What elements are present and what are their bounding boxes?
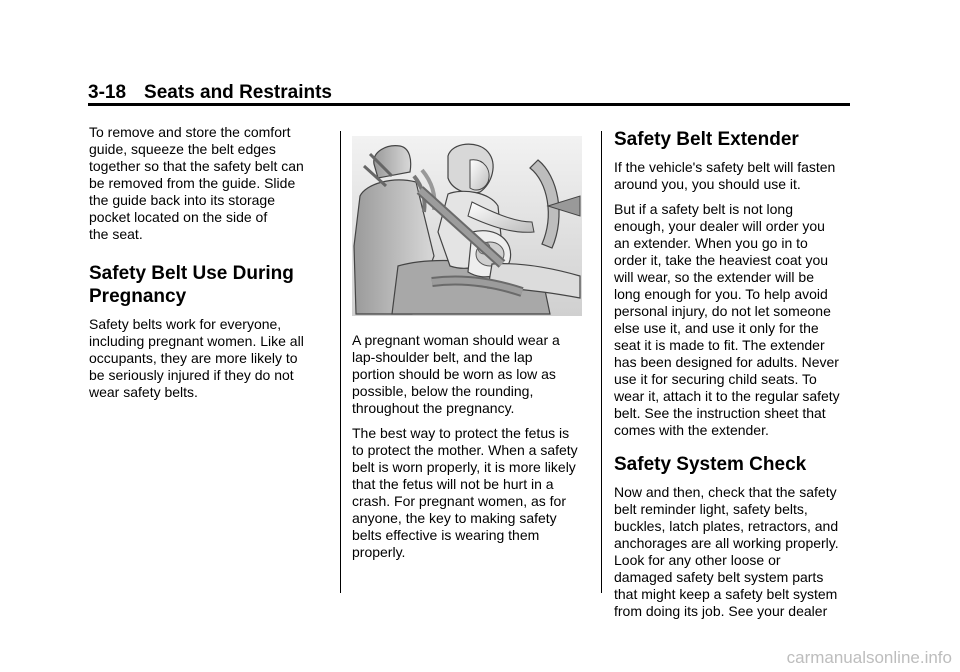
protect-fetus-paragraph: The best way to protect the fetus is to protect the mother. When a safety belt is worn properly, it is more likely that the fetus will not be hurt in a crash. For pregnant women, as for anyone, the key to making safety belts effective is wearing them properly.: [352, 425, 578, 560]
page-number: 3-18: [88, 82, 127, 103]
column-right: [614, 124, 856, 628]
section-title: Seats and Restraints: [144, 82, 332, 103]
column-divider-left: [340, 131, 341, 593]
column-middle: [352, 124, 584, 569]
column-left: [89, 124, 325, 409]
page-header: [88, 81, 332, 105]
lap-shoulder-belt-paragraph: A pregnant woman should wear a lap-shoulder belt, and the lap portion should be worn as low as possible, below the rounding, throughout the pregnancy.: [352, 332, 560, 416]
extender-intro-paragraph: If the vehicle's safety belt will fasten around you, you should use it.: [614, 159, 836, 192]
extender-details-paragraph: But if a safety belt is not long enough, your dealer will order you an extender. When you go in to order it, take the heaviest coat you will wear, so the extender will be long enough for you. To help avoid personal injury, do not let someone else use it, and use it only for the seat it is made to fit. The extender has been designed for adults. Never use it for securing child seats. To wear it, attach it to the regular safety belt. See the instruction sheet that comes with the extender.: [614, 201, 840, 438]
pregnancy-intro-paragraph: Safety belts work for everyone, including pregnant women. Like all occupants, they are more likely to be seriously injured if they do not wear safety belts.: [89, 316, 304, 400]
header-rule: [88, 103, 850, 106]
pregnant-woman-seatbelt-illustration-icon: [352, 136, 582, 316]
watermark-link[interactable]: carmanualsonline.info: [786, 648, 952, 667]
heading-safety-system-check: Safety System Check: [614, 454, 807, 475]
system-check-paragraph: Now and then, check that the safety belt reminder light, safety belts, buckles, latch plates, retractors, and anchorages are all working properly. Look for any other loose or damaged safety belt system parts that might keep a safety belt system from doing its job. See your dealer: [614, 484, 839, 619]
column-divider-right: [601, 131, 602, 593]
heading-safety-belt-extender: Safety Belt Extender: [614, 129, 799, 150]
heading-safety-belt-pregnancy: Safety Belt Use During Pregnancy: [89, 263, 294, 307]
comfort-guide-paragraph: To remove and store the comfort guide, squeeze the belt edges together so that the safety belt can be removed from the guide. Slide the guide back into its storage pocket located on the side of the seat.: [89, 124, 304, 242]
